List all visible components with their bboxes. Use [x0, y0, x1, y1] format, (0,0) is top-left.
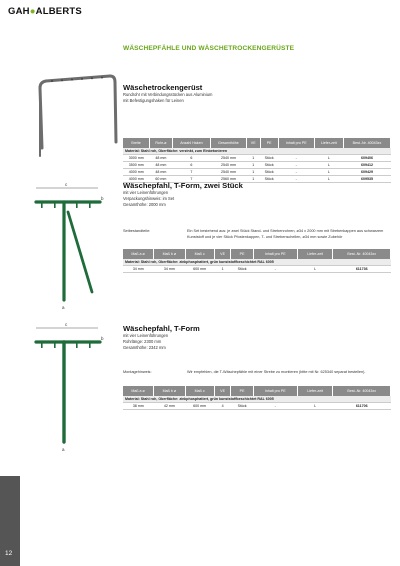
product1-desc-2: mit Befestigungshaken für Leinen — [123, 98, 184, 103]
cell: 4 — [214, 403, 231, 410]
cell: L — [314, 176, 343, 183]
product3-desc-3: Gesamthöhe: 2342 mm — [123, 345, 166, 350]
col-header: Liefer-zeit — [314, 138, 343, 148]
note-label: Setbestandteile: — [123, 229, 151, 233]
cell: 600 mm — [185, 403, 214, 410]
material-row: Material: Stahl roh, Oberfläche: verzinkt, zum Einbetonieren — [123, 148, 391, 155]
cell: 1 — [246, 176, 260, 183]
t-pole-image — [28, 322, 123, 457]
col-header: Best.-Nr. 40043xx — [333, 249, 391, 259]
cell: 3500 mm — [123, 162, 150, 169]
cell: L — [314, 155, 343, 162]
col-header: Liefer-zeit — [297, 386, 333, 396]
cell: Stück — [231, 266, 253, 273]
cell: - — [278, 162, 314, 169]
product2-note — [123, 229, 395, 243]
table-row — [123, 403, 391, 410]
cell: Stück — [231, 403, 253, 410]
table-row — [123, 169, 391, 176]
col-header: VE — [214, 249, 231, 259]
brand-name-a: GAH — [8, 6, 30, 17]
product3-desc-1: mit vier Leinenführungen — [123, 333, 169, 338]
col-header: VE — [246, 138, 260, 148]
col-header: Maß b ø — [154, 386, 185, 396]
dim-label-b: b — [101, 336, 104, 341]
cell: - — [278, 169, 314, 176]
cell: 1 — [246, 169, 260, 176]
dim-label-a: a — [62, 447, 65, 452]
note-text: Ein Set bestehend aus: je zwei Stück Stand- und Strebenrohren, ø34 x 2000 mm mit Strebenkappen aus schwarzem Kunststoff und je vier Stück Pfostenkappen, T- und Strebenschellen, ø34 mm sowie Zubehör — [187, 229, 384, 239]
table-row — [123, 162, 391, 169]
brand-name-b: ALBERTS — [35, 6, 82, 17]
cell: 2540 mm — [211, 155, 247, 162]
cell: - — [253, 403, 297, 410]
cell: Stück — [260, 169, 278, 176]
cell: - — [278, 176, 314, 183]
cell: 38 mm — [123, 403, 154, 410]
order-number: 609429 — [343, 169, 390, 176]
dim-label-b: b — [101, 196, 104, 201]
cell: 48 mm — [150, 155, 173, 162]
cell: L — [314, 162, 343, 169]
cell: 2540 mm — [211, 169, 247, 176]
cell: 6 — [172, 155, 210, 162]
product2-desc-2: Verpackungshinweis: im Set — [123, 196, 175, 201]
order-number: 609406 — [343, 155, 390, 162]
brand-logo — [8, 6, 82, 17]
table-header-row — [123, 386, 391, 396]
cell: 2540 mm — [211, 162, 247, 169]
col-header: Maß b ø — [154, 249, 185, 259]
col-header: Maß c — [185, 249, 214, 259]
table-header-row — [123, 249, 391, 259]
product3-title: Wäschepfahl, T-Form — [123, 324, 200, 333]
note-label: Montagehinweis: — [123, 370, 152, 374]
cell: L — [314, 169, 343, 176]
col-header: Maß c — [185, 386, 214, 396]
col-header: Breite — [123, 138, 150, 148]
col-header: Maß a ø — [123, 386, 154, 396]
cell: - — [278, 155, 314, 162]
product2-desc-1: mit vier Leinenführungen — [123, 190, 169, 195]
cell: 34 mm — [154, 266, 185, 273]
cell: 1 — [214, 266, 231, 273]
cell: 60 mm — [150, 176, 173, 183]
page-heading: WÄSCHEPFÄHLE UND WÄSCHETROCKENGERÜSTE — [123, 45, 295, 52]
cell: 4000 mm — [123, 176, 150, 183]
product1-title: Wäschetrockengerüst — [123, 83, 203, 92]
col-header: Liefer-zeit — [297, 249, 333, 259]
cell: Stück — [260, 155, 278, 162]
table-header-row — [123, 138, 391, 148]
col-header: Inhalt pro PE — [253, 249, 297, 259]
col-header: Inhalt pro PE — [278, 138, 314, 148]
cell: 1 — [246, 155, 260, 162]
col-header: Inhalt pro PE — [253, 386, 297, 396]
order-number: 609535 — [343, 176, 390, 183]
cell: 600 mm — [185, 266, 214, 273]
order-number: 611706 — [333, 403, 391, 410]
col-header: Anzahl Haken — [172, 138, 210, 148]
col-header: PE — [231, 386, 253, 396]
drying-frame-image — [30, 70, 120, 160]
col-header: VE — [214, 386, 231, 396]
cell: 7 — [172, 176, 210, 183]
t-pole-strut-image — [28, 182, 123, 312]
cell: 4000 mm — [123, 169, 150, 176]
table-row — [123, 266, 391, 273]
cell: 48 mm — [150, 162, 173, 169]
product1-table — [123, 138, 391, 183]
col-header: PE — [260, 138, 278, 148]
cell: 1 — [246, 162, 260, 169]
cell: Stück — [260, 176, 278, 183]
dim-label-c: c — [65, 322, 68, 327]
cell: 3000 mm — [123, 155, 150, 162]
cell: 42 mm — [154, 403, 185, 410]
col-header: PE — [231, 249, 253, 259]
product3-note — [123, 370, 395, 378]
note-text: Wir empfehlen, die T-Wäschepfähle mit einer Strebe zu montieren (bitte mit Nr. 625340 separat bestellen). — [187, 370, 366, 374]
col-header: Maß a ø — [123, 249, 154, 259]
order-number: 609412 — [343, 162, 390, 169]
brand-dot: ● — [29, 6, 36, 17]
cell: L — [297, 403, 333, 410]
product1-desc-1: Rundrohr mit Verbindungsstücken aus Aluminium — [123, 92, 213, 97]
col-header: Best.-Nr. 40043xx — [333, 386, 391, 396]
material-row: Material: Stahl roh, Oberfläche: zinkphosphatiert, grün kunststoffbeschichtet RAL 6005 — [123, 259, 391, 266]
dim-label-c: c — [65, 182, 68, 187]
product3-table — [123, 386, 391, 410]
col-header: Gesamthöhe — [211, 138, 247, 148]
col-header: Best.-Nr. 40043xx — [343, 138, 390, 148]
col-header: Rohr-ø — [150, 138, 173, 148]
cell: L — [297, 266, 333, 273]
page-number: 12 — [5, 550, 13, 557]
cell: 34 mm — [123, 266, 154, 273]
product2-table — [123, 249, 391, 273]
cell: 2560 mm — [211, 176, 247, 183]
material-row: Material: Stahl roh, Oberfläche: zinkphosphatiert, grün kunststoffbeschichtet RAL 6005 — [123, 396, 391, 403]
product3-desc-2: Rohrlänge: 2300 mm — [123, 339, 162, 344]
cell: - — [253, 266, 297, 273]
table-row — [123, 155, 391, 162]
cell: 7 — [172, 169, 210, 176]
product2-desc-3: Gesamthöhe: 2000 mm — [123, 202, 166, 207]
cell: 48 mm — [150, 169, 173, 176]
order-number: 611736 — [333, 266, 391, 273]
product2-title: Wäschepfahl, T-Form, zwei Stück — [123, 181, 243, 190]
cell: 6 — [172, 162, 210, 169]
dim-label-a: a — [62, 305, 65, 310]
cell: Stück — [260, 162, 278, 169]
